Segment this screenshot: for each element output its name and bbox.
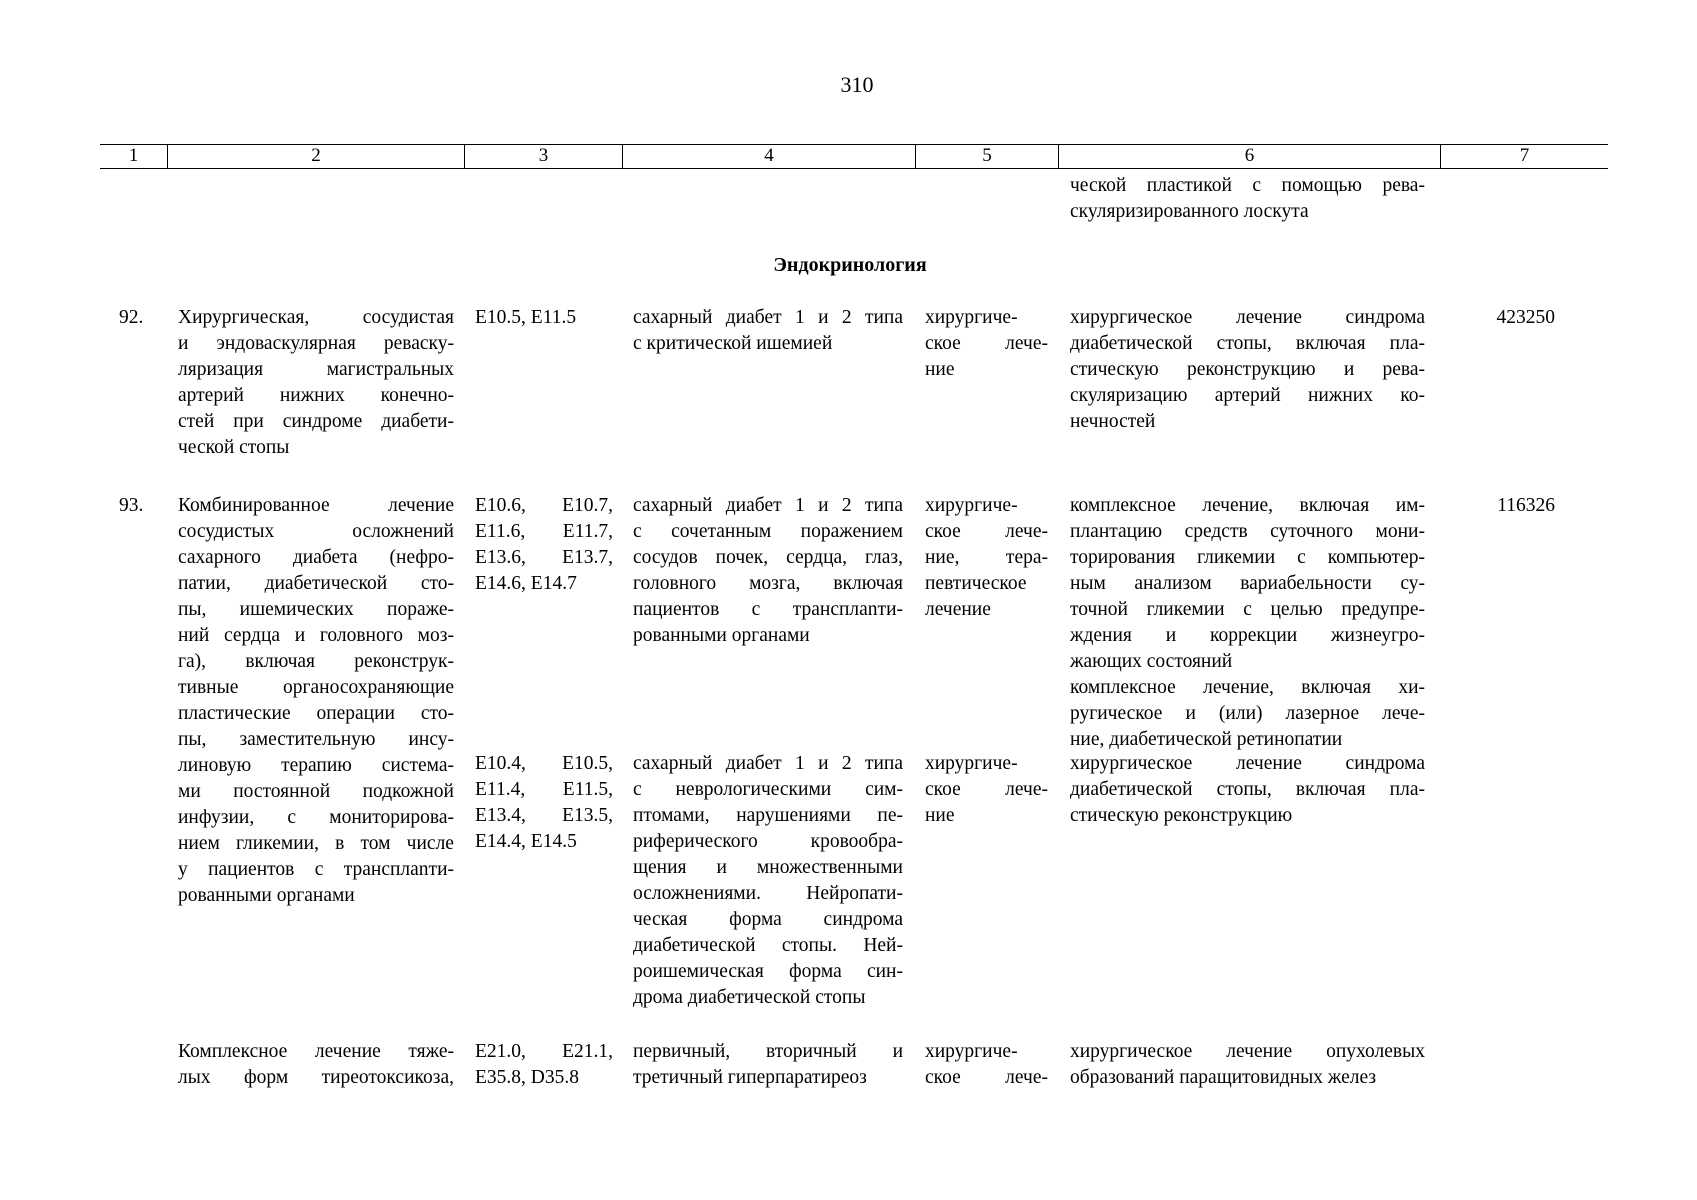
text-line: ние, диабетической ретинопатии: [1070, 729, 1343, 750]
text-line: нечностей: [1070, 411, 1156, 432]
text-line: сосудистых осложнений: [178, 521, 454, 542]
text-line: ние: [925, 359, 955, 380]
text-line: сахарного диабета (нефро-: [178, 547, 454, 568]
text-line: E13.4, E13.5,: [475, 805, 613, 826]
text-line: сосудов почек, сердца, глаз,: [633, 547, 903, 568]
text-line: певтическое: [925, 573, 1027, 594]
row-92-diagnosis: [633, 305, 903, 357]
text-line: плантацию средств суточного мони-: [1070, 521, 1425, 542]
text-line: сахарный диабет 1 и 2 типа: [633, 307, 903, 328]
text-line: хирургиче-: [925, 753, 1018, 774]
row-next-treatment: [1070, 1039, 1425, 1091]
text-line: хирургиче-: [925, 1041, 1018, 1062]
row-93-treatment: [1070, 493, 1425, 753]
header-col-4: 4: [622, 145, 915, 168]
text-line: E13.6, E13.7,: [475, 547, 613, 568]
text-line: стическую реконструкцию и рева-: [1070, 359, 1425, 380]
row-next-method: [178, 1039, 454, 1091]
text-line: точной гликемии с целью предупре-: [1070, 599, 1425, 620]
text-line: у пациентов с трансплanти-: [178, 859, 454, 880]
text-line: E35.8, D35.8: [475, 1067, 579, 1088]
header-col-1: 1: [128, 145, 139, 166]
text-line: третичный гиперпаратиреоз: [633, 1067, 867, 1088]
text-line: нием гликемии, в том числе: [178, 833, 454, 854]
row-92-cost: 423250: [1496, 307, 1555, 328]
text-line: Комбинированное лечение: [178, 495, 454, 516]
header-col-7: 7: [1440, 145, 1608, 168]
text-line: стическую реконструкцию: [1070, 805, 1293, 826]
text-line: жающих состояний: [1070, 651, 1233, 672]
row-93b-treatment-type: [925, 751, 1048, 829]
row-93b-treatment: [1070, 751, 1425, 829]
text-line: га), включая реконструк-: [178, 651, 454, 672]
header-col-6: 6: [1058, 145, 1440, 168]
text-line: с сочетанным поражением: [633, 521, 903, 542]
text-line: E11.6, E11.7,: [475, 521, 613, 542]
text-line: диабетической стопы. Ней-: [633, 935, 903, 956]
text-line: ческая форма синдрома: [633, 909, 903, 930]
text-line: E10.4, E10.5,: [475, 753, 613, 774]
text-line: хирургиче-: [925, 495, 1018, 516]
text-line: ское лече-: [925, 521, 1048, 542]
text-line: риферического кровообра-: [633, 831, 903, 852]
text-line: артерий нижних конечно-: [178, 385, 454, 406]
text-line: линовую терапию система-: [178, 755, 454, 776]
text-line: ругическое и (или) лазерное лече-: [1070, 703, 1425, 724]
text-line: E14.4, E14.5: [475, 831, 577, 852]
text-line: скуляризацию артерий нижних ко-: [1070, 385, 1425, 406]
text-line: комплексное лечение, включая им-: [1070, 495, 1425, 516]
row-93-treatment-type: [925, 493, 1048, 623]
table-header: [100, 144, 1608, 169]
text-line: дрома диабетической стопы: [633, 987, 866, 1008]
row-92-method: [178, 305, 454, 461]
text-line: рованными органами: [178, 885, 355, 906]
row-93b-codes: [475, 751, 613, 855]
text-line: птомами, нарушениями пе-: [633, 805, 903, 826]
text-line: Хирургическая, сосудистая: [178, 307, 454, 328]
continuation-col6: [1070, 173, 1425, 225]
text-line: лых форм тиреотоксикоза,: [178, 1067, 454, 1088]
text-line: пы, ишемических пораже-: [178, 599, 454, 620]
text-line: скуляризированного лоскута: [1070, 201, 1309, 222]
row-92-treatment: [1070, 305, 1425, 435]
text-line: ний сердца и головного моз-: [178, 625, 454, 646]
text-line: хирургиче-: [925, 307, 1018, 328]
text-line: сахарный диабет 1 и 2 типа: [633, 495, 903, 516]
text-line: щения и множественными: [633, 857, 903, 878]
row-93b-diagnosis: [633, 751, 903, 1011]
row-next-codes: [475, 1039, 613, 1091]
text-line: диабетической стопы, включая пла-: [1070, 333, 1425, 354]
text-line: ным анализом вариабельности су-: [1070, 573, 1425, 594]
text-line: ние: [925, 805, 955, 826]
row-next-diagnosis: [633, 1039, 903, 1091]
text-line: диабетической стопы, включая пла-: [1070, 779, 1425, 800]
row-93-codes: [475, 493, 613, 597]
text-line: ляризация магистральных: [178, 359, 454, 380]
text-line: комплексное лечение, включая хи-: [1070, 677, 1425, 698]
page-number: 310: [840, 72, 874, 97]
row-next-treatment-type: [925, 1039, 1048, 1091]
text-line: и эндоваскулярная реваску-: [178, 333, 454, 354]
text-line: ческой стопы: [178, 437, 290, 458]
text-line: тивные органосохраняющие: [178, 677, 454, 698]
text-line: головного мозга, включая: [633, 573, 903, 594]
row-92-treatment-type: [925, 305, 1048, 383]
text-line: инфузии, с мониторирова-: [178, 807, 454, 828]
text-line: хирургическое лечение опухолевых: [1070, 1041, 1425, 1062]
header-col-2: 2: [167, 145, 464, 168]
text-line: пластические операции сто-: [178, 703, 454, 724]
text-line: сахарный диабет 1 и 2 типа: [633, 753, 903, 774]
text-line: ческой пластикой с помощью рева-: [1070, 175, 1425, 196]
text-line: E10.5, E11.5: [475, 307, 577, 328]
text-line: образований паращитовидных желез: [1070, 1067, 1377, 1088]
text-line: стей при синдроме диабети-: [178, 411, 454, 432]
row-number: 93.: [119, 495, 144, 516]
header-col-3: 3: [464, 145, 622, 168]
text-line: рованными органами: [633, 625, 810, 646]
text-line: патии, диабетической сто-: [178, 573, 454, 594]
row-93-method: [178, 493, 454, 909]
text-line: хирургическое лечение синдрома: [1070, 307, 1425, 328]
text-line: Комплексное лечение тяже-: [178, 1041, 454, 1062]
text-line: первичный, вторичный и: [633, 1041, 903, 1062]
text-line: E10.6, E10.7,: [475, 495, 613, 516]
text-line: пы, заместительную инсу-: [178, 729, 454, 750]
row-93-diagnosis: [633, 493, 903, 649]
text-line: осложнениями. Нейропати-: [633, 883, 903, 904]
text-line: ние, тера-: [925, 547, 1048, 568]
text-line: хирургическое лечение синдрома: [1070, 753, 1425, 774]
text-line: торирования гликемии с компьютер-: [1070, 547, 1425, 568]
text-line: ское лече-: [925, 779, 1048, 800]
text-line: E11.4, E11.5,: [475, 779, 613, 800]
text-line: ждения и коррекции жизнеугро-: [1070, 625, 1425, 646]
text-line: ское лече-: [925, 1067, 1048, 1088]
text-line: ское лече-: [925, 333, 1048, 354]
text-line: лечение: [925, 599, 991, 620]
text-line: роишемическая форма син-: [633, 961, 903, 982]
text-line: E14.6, E14.7: [475, 573, 577, 594]
text-line: с критической ишемией: [633, 333, 833, 354]
header-col-5: 5: [915, 145, 1058, 168]
row-93-cost: 116326: [1497, 495, 1555, 516]
text-line: ми постоянной подкожной: [178, 781, 454, 802]
section-title: Эндокринология: [773, 254, 927, 276]
row-number: 92.: [119, 307, 144, 328]
text-line: пациентов с трансплanти-: [633, 599, 903, 620]
row-92-codes: [475, 305, 613, 331]
text-line: с неврологическими сим-: [633, 779, 903, 800]
text-line: E21.0, E21.1,: [475, 1041, 613, 1062]
